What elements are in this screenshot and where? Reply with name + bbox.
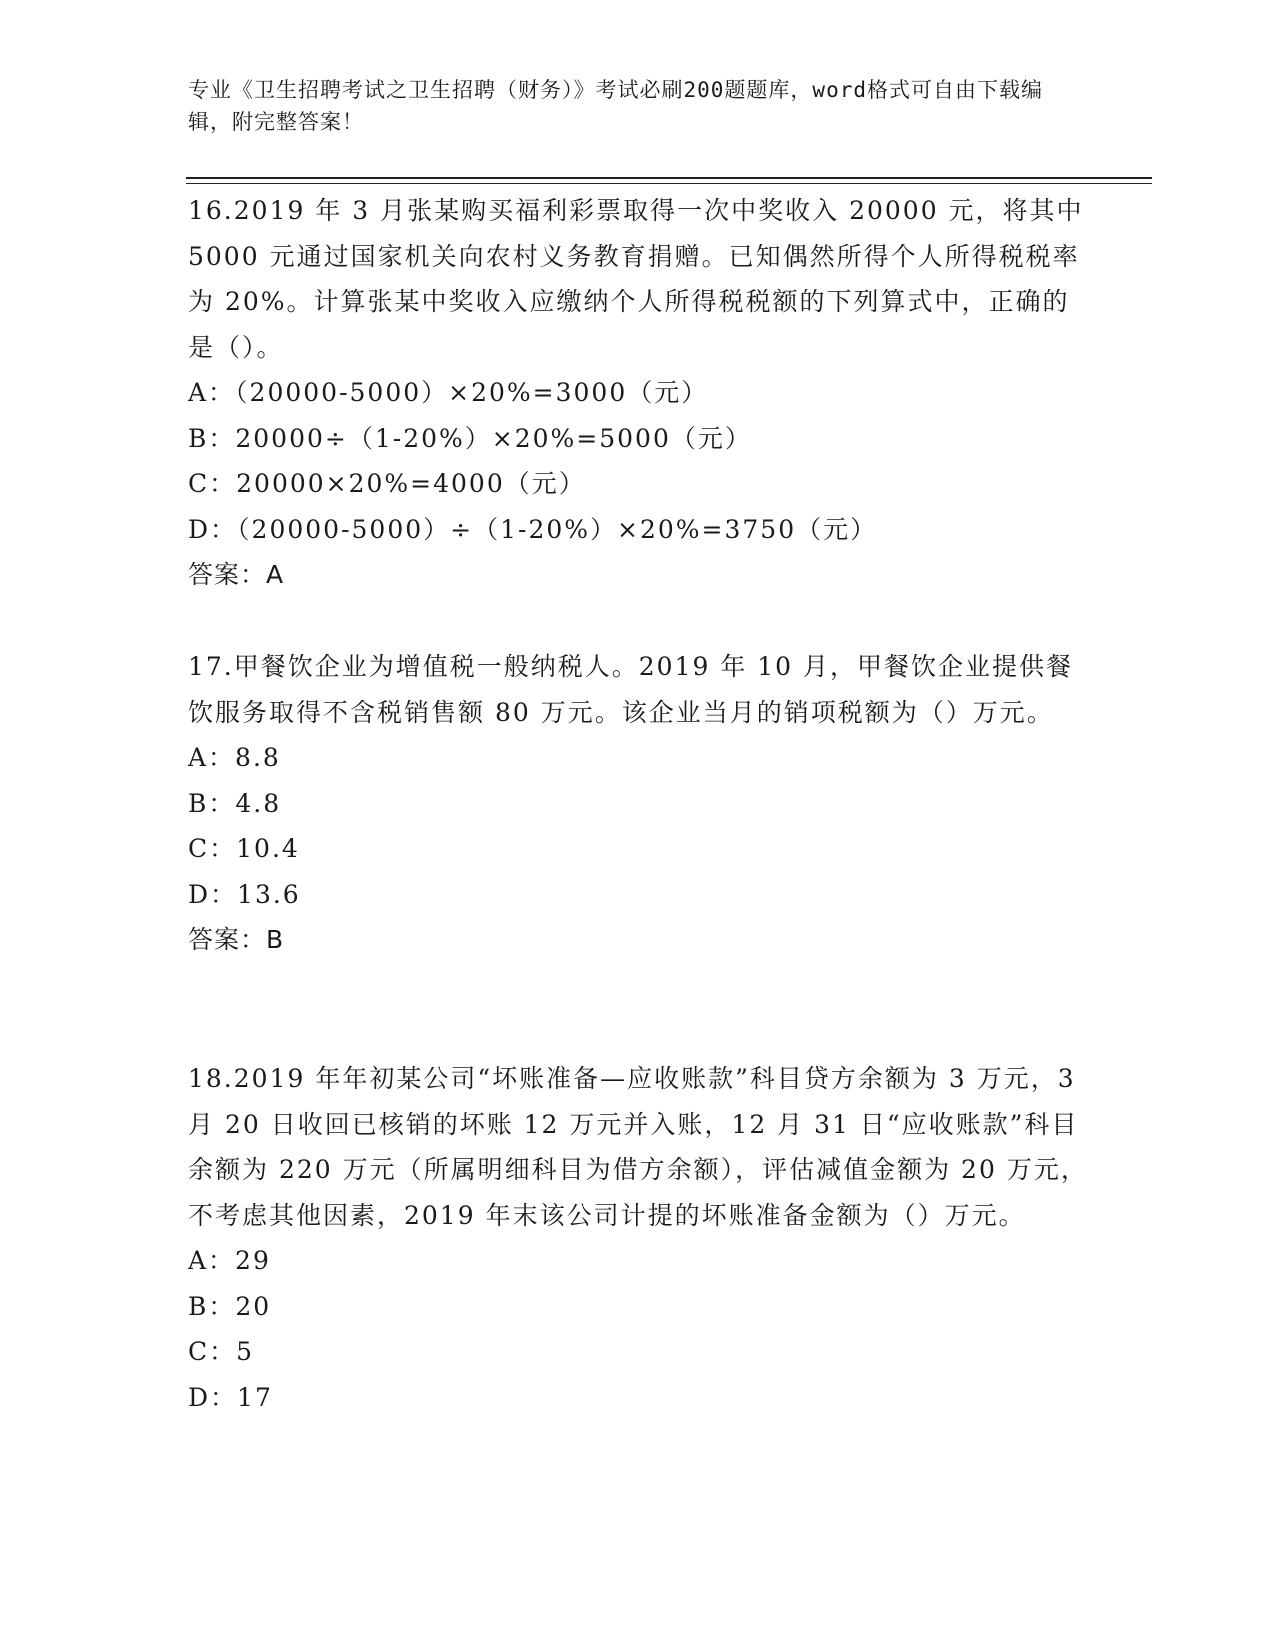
option-d: D：13.6 [188,879,301,909]
option-a: A：8.8 [188,743,281,772]
document-header: 专业《卫生招聘考试之卫生招聘（财务）》考试必刷200题题库，word格式可自由下载编辑，附完整答案！ [188,78,1043,134]
question-18 [188,1056,1088,1420]
option-c: C：5 [188,1337,255,1366]
option-c: C：10.4 [188,834,300,863]
option-d: D：17 [188,1382,273,1412]
option-a: A：（20000-5000）×20%=3000（元） [188,378,709,407]
header-divider-thick [186,177,1152,179]
question-stem: 16.2019 年 3 月张某购买福利彩票取得一次中奖收入 20000 元，将其中 5000 元通过国家机关向农村义务教育捐赠。已知偶然所得个人所得税税率为 20%。计算张某中奖收入应缴纳个人所得税税额的下列算式中，正确的是（）。 [188,196,1084,362]
question-stem: 18.2019 年年初某公司“坏账准备—应收账款”科目贷方余额为 3 万元，3 月 20 日收回已核销的坏账 12 万元并入账，12 月 31 日“应收账款”科目余额为 220 万元（所属明细科目为借方余额），评估减值金额为 20 万元，不考虑其他因素，2019 年末该公司计提的坏账准备金额为（）万元。 [188,1064,1088,1230]
header-divider-thin [186,183,1152,184]
option-b: B：20 [188,1291,272,1321]
option-b: B：20000÷（1-20%）×20%=5000（元） [188,423,752,453]
question-17 [188,644,1088,963]
question-stem: 17.甲餐饮企业为增值税一般纳税人。2019 年 10 月，甲餐饮企业提供餐饮服务取得不含税销售额 80 万元。该企业当月的销项税额为（）万元。 [188,652,1074,727]
option-a: A：29 [188,1246,271,1275]
option-b: B：4.8 [188,788,282,818]
answer-label: 答案：A [188,560,285,589]
option-c: C：20000×20%=4000（元） [188,469,586,498]
option-d: D：（20000-5000）÷（1-20%）×20%=3750（元） [188,514,878,544]
answer-label: 答案：B [188,925,285,954]
question-16 [188,188,1088,598]
